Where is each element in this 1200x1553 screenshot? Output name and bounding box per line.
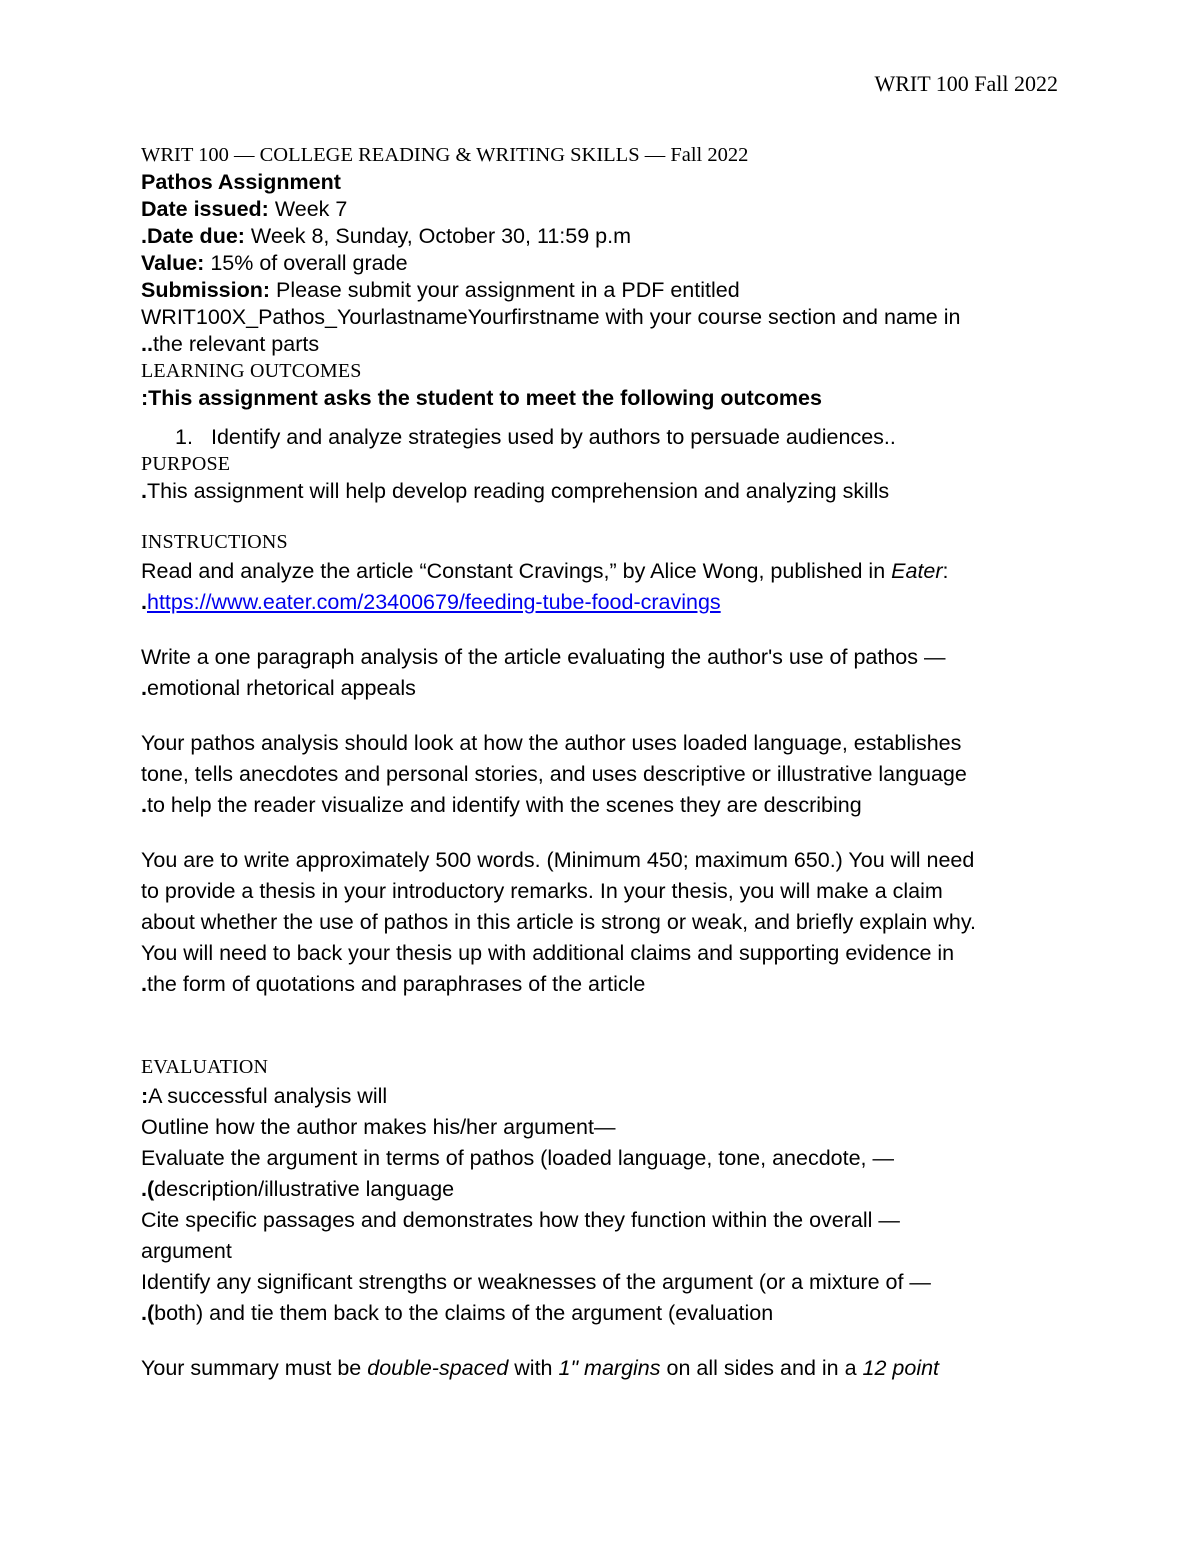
date-due bbox=[141, 223, 1071, 250]
document-body bbox=[141, 142, 1071, 1384]
running-head: WRIT 100 Fall 2022 bbox=[874, 71, 1058, 96]
para3-line5 bbox=[141, 969, 1071, 1000]
submission-line bbox=[141, 277, 1071, 304]
outcome-list-item bbox=[141, 424, 1071, 451]
eval-item-2-line2 bbox=[141, 1174, 1071, 1205]
purpose-mark: . bbox=[141, 479, 147, 503]
para2-text: to help the reader visualize and identify with the scenes they are describing bbox=[146, 793, 862, 817]
date-due-label: Date due: bbox=[146, 224, 245, 248]
submission-line-2: WRIT100X_Pathos_YourlastnameYourfirstname with your course section and name in bbox=[141, 305, 961, 329]
final-e: on all sides and in a bbox=[660, 1356, 863, 1380]
eval-item-3-line1: Cite specific passages and demonstrates how they function within the overall — bbox=[141, 1208, 900, 1232]
date-issued-label: Date issued: bbox=[141, 197, 269, 221]
eval-item-4-text: both) and tie them back to the claims of the argument (evaluation bbox=[154, 1301, 774, 1325]
formatting-line bbox=[141, 1353, 1071, 1384]
para3-mark: . bbox=[141, 972, 147, 996]
outcomes-intro: :This assignment asks the student to meet the following outcomes bbox=[141, 386, 822, 410]
outcome-number: 1. bbox=[175, 425, 193, 449]
article-link[interactable]: https://www.eater.com/23400679/feeding-tube-food-cravings bbox=[146, 590, 721, 614]
para3-line1: You are to write approximately 500 words. (Minimum 450; maximum 650.) You will need bbox=[141, 848, 975, 872]
para2-line3 bbox=[141, 790, 1071, 821]
eval-intro-mark: : bbox=[141, 1084, 149, 1108]
purpose-heading: PURPOSE bbox=[141, 453, 231, 475]
submission-label: Submission: bbox=[141, 278, 271, 302]
eval-item-2-line1: Evaluate the argument in terms of pathos (loaded language, tone, anecdote, — bbox=[141, 1146, 894, 1170]
para1-mark: . bbox=[141, 676, 147, 700]
instructions-text: Read and analyze the article “Constant Cravings,” by Alice Wong, published in bbox=[141, 559, 892, 583]
eval-item-2-mark: .( bbox=[141, 1177, 155, 1201]
article-link-line bbox=[141, 587, 1071, 618]
para2-line1: Your pathos analysis should look at how the author uses loaded language, establishes bbox=[141, 731, 962, 755]
para1-text: emotional rhetorical appeals bbox=[146, 676, 416, 700]
instructions-end: : bbox=[942, 559, 949, 583]
instructions-heading: INSTRUCTIONS bbox=[141, 531, 288, 553]
eval-item-4-line2 bbox=[141, 1298, 1071, 1329]
date-due-value: Week 8, Sunday, October 30, 11:59 p.m bbox=[244, 224, 631, 248]
assignment-title: Pathos Assignment bbox=[141, 170, 341, 194]
para3-line4: You will need to back your thesis up with additional claims and supporting evidence in bbox=[141, 941, 955, 965]
submission-value: Please submit your assignment in a PDF entitled bbox=[270, 278, 740, 302]
eval-item-3-line2: argument bbox=[141, 1239, 232, 1263]
course-line: WRIT 100 — COLLEGE READING & WRITING SKILLS — Fall 2022 bbox=[141, 144, 749, 166]
final-a: Your summary must be bbox=[141, 1356, 368, 1380]
eval-item-4-line1: Identify any significant strengths or weaknesses of the argument (or a mixture of — bbox=[141, 1270, 931, 1294]
submission-line-3 bbox=[141, 331, 1071, 358]
final-b: double-spaced bbox=[367, 1356, 509, 1380]
para3-line2: to provide a thesis in your introductory remarks. In your thesis, you will make a claim bbox=[141, 879, 943, 903]
outcome-text: Identify and analyze strategies used by authors to persuade audiences.. bbox=[211, 425, 896, 449]
date-issued-value: Week 7 bbox=[268, 197, 348, 221]
para3-line3: about whether the use of pathos in this article is strong or weak, and briefly explain why. bbox=[141, 910, 976, 934]
para3-text: the form of quotations and paraphrases of the article bbox=[146, 972, 646, 996]
eval-item-1: Outline how the author makes his/her argument— bbox=[141, 1115, 616, 1139]
para2-mark: . bbox=[141, 793, 147, 817]
eval-intro: A successful analysis will bbox=[148, 1084, 388, 1108]
instructions-line bbox=[141, 556, 1071, 587]
eval-item-2-text: description/illustrative language bbox=[154, 1177, 455, 1201]
para2-line2: tone, tells anecdotes and personal stories, and uses descriptive or illustrative language bbox=[141, 762, 967, 786]
para1-line2 bbox=[141, 673, 1071, 704]
final-d: 1" margins bbox=[558, 1356, 661, 1380]
final-c: with bbox=[508, 1356, 559, 1380]
value-label: Value: bbox=[141, 251, 205, 275]
purpose-text: This assignment will help develop reading comprehension and analyzing skills bbox=[146, 479, 890, 503]
publication-name: Eater bbox=[891, 559, 943, 583]
evaluation-heading: EVALUATION bbox=[141, 1056, 269, 1078]
eval-intro-line bbox=[141, 1081, 1071, 1112]
purpose-text-line bbox=[141, 478, 1071, 505]
value-line bbox=[141, 250, 1071, 277]
para1-line1: Write a one paragraph analysis of the article evaluating the author's use of pathos — bbox=[141, 645, 946, 669]
submission-line-3-text: the relevant parts bbox=[152, 332, 320, 356]
value-value: 15% of overall grade bbox=[204, 251, 408, 275]
date-due-prefix: . bbox=[141, 224, 147, 248]
date-issued bbox=[141, 196, 1071, 223]
link-mark: . bbox=[141, 590, 147, 614]
final-f: 12 point bbox=[862, 1356, 940, 1380]
learning-outcomes-heading: LEARNING OUTCOMES bbox=[141, 360, 362, 382]
submission-line-3-mark: .. bbox=[141, 332, 153, 356]
eval-item-4-mark: .( bbox=[141, 1301, 155, 1325]
